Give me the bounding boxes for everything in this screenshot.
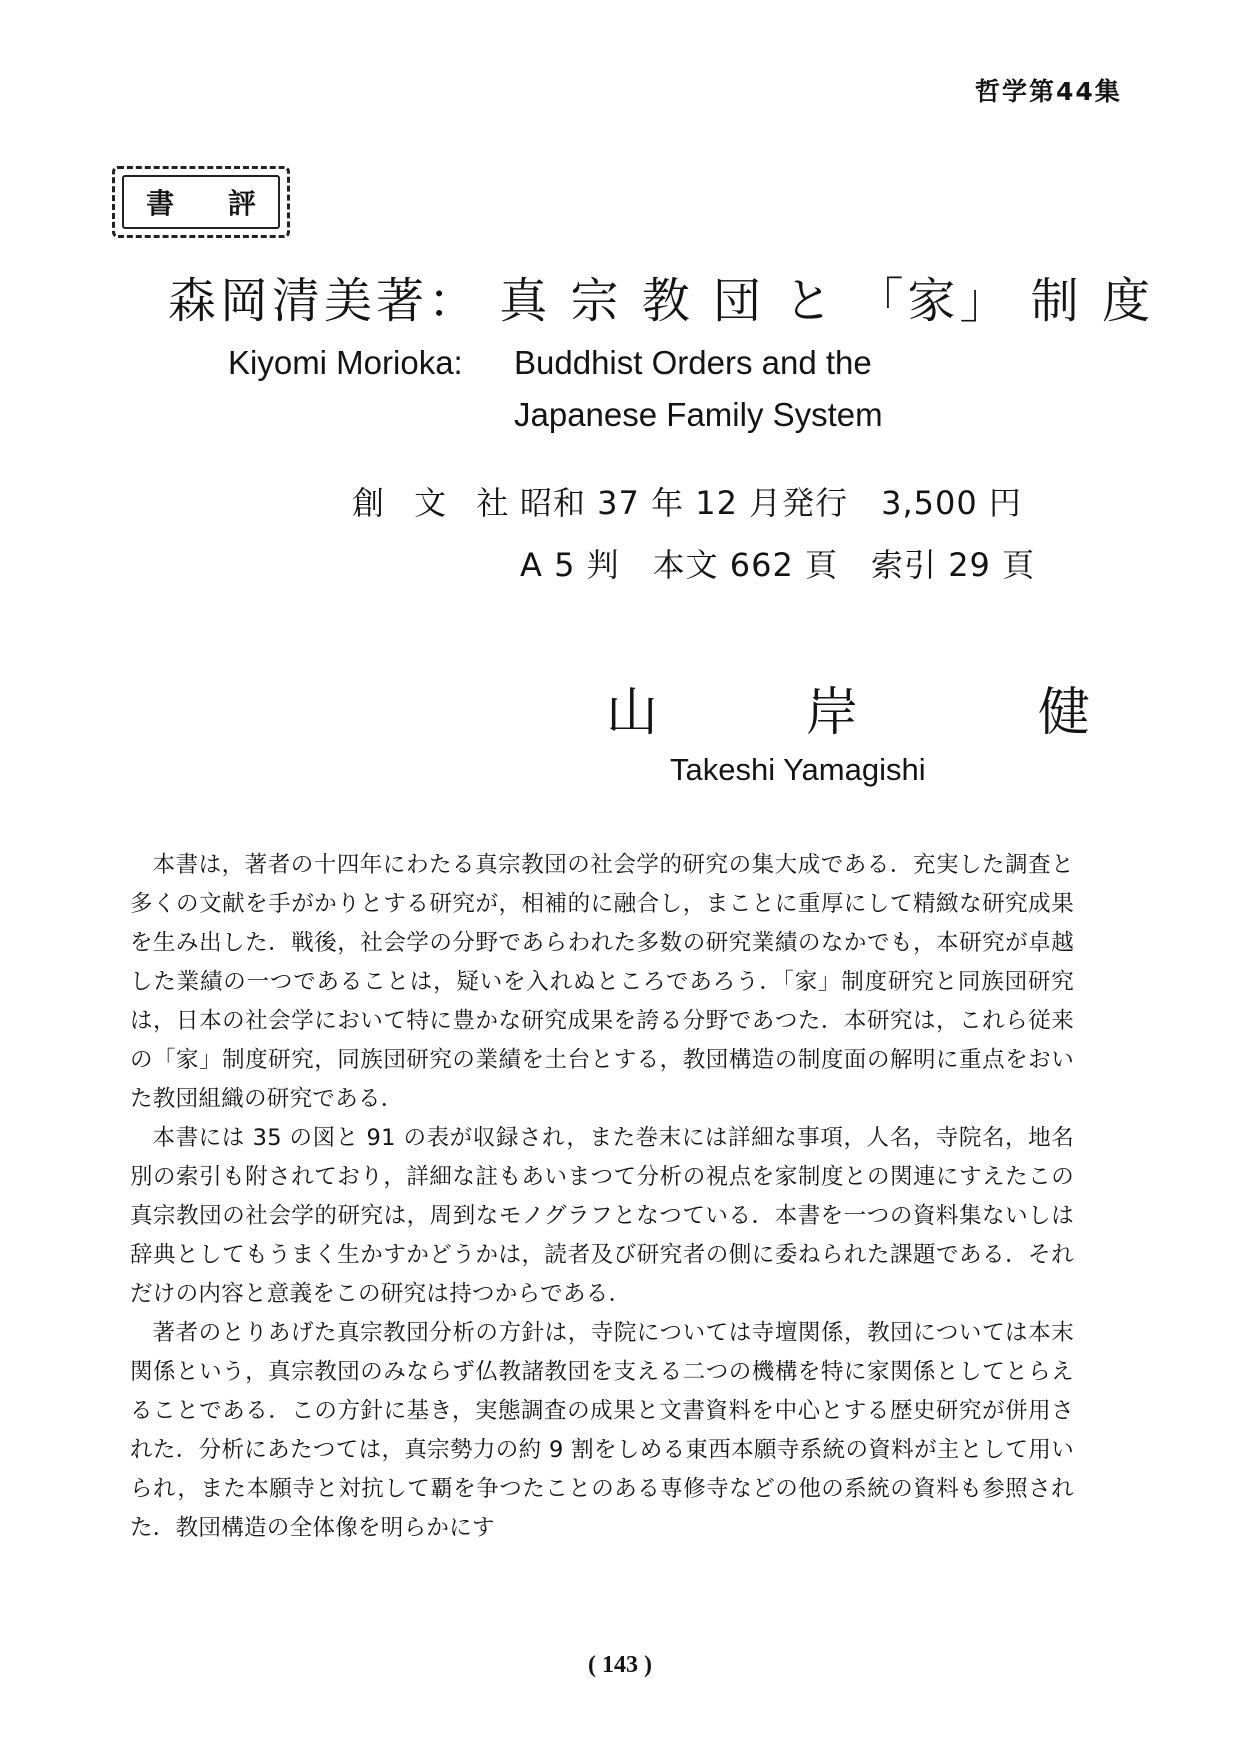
review-body — [130, 846, 1074, 1548]
book-format: A 5 判 本文 662 頁 索引 29 頁 — [520, 546, 1036, 584]
publisher: 創 文 社 — [352, 484, 519, 522]
book-title-japanese: 森岡清美著： 真 宗 教 団 と 「家」 制 度 — [168, 273, 1155, 329]
book-title-english-line1: Buddhist Orders and the — [514, 344, 872, 381]
paragraph: 本書は，著者の十四年にわたる真宗教団の社会学的研究の集大成である．充実した調査と多くの文献を手がかりとする研究が，相補的に融合し，まことに重厚にして精緻な研究成果を生み出した．戦後，社会学の分野であらわれた多数の研究業績のなかでも，本研究が卓越した業績の一つであることは，疑いを入れぬところであろう．「家」制度研究と同族団研究は，日本の社会学において特に豊かな研究成果を誇る分野であつた．本研究は，これら従来の「家」制度研究，同族団研究の業績を土台とする，教団構造の制度面の解明に重点をおいた教団組織の研究である． — [130, 852, 1074, 1112]
section-label: 書 評 — [122, 175, 280, 229]
publication-info — [352, 478, 1022, 524]
journal-issue: 哲学第44集 — [975, 77, 1122, 106]
reviewer-given-name: 健 — [1038, 683, 1091, 743]
book-author-english: Kiyomi Morioka: — [228, 344, 463, 381]
reviewer-name-japanese — [606, 670, 1090, 745]
reviewer-family-name: 山 岸 — [606, 683, 907, 743]
paragraph: 本書には 35 の図と 91 の表が収録され，また巻末には詳細な事項，人名，寺院名，地名別の索引も附されており，詳細な註もあいまつて分析の視点を家制度との関連にすえたこの真宗教団の社会学的研究は，周到なモノグラフとなつている．本書を一つの資料集ないしは辞典としてもうまく生かすかどうかは，読者及び研究者の側に委ねられた課題である．それだけの内容と意義をこの研究は持つからである． — [130, 1125, 1074, 1307]
section-label-box — [112, 166, 290, 238]
publication-date-price: 昭和 37 年 12 月発行 3,500 円 — [520, 484, 1022, 522]
page-number: ( 143 ) — [588, 1652, 652, 1678]
book-title-english-line2: Japanese Family System — [514, 396, 883, 433]
reviewer-name-english: Takeshi Yamagishi — [670, 752, 926, 787]
paragraph: 著者のとりあげた真宗教団分析の方針は，寺院については寺壇関係，教団については本末関係という，真宗教団のみならず仏教諸教団を支える二つの機構を特に家関係としてとらえることである．この方針に基き，実態調査の成果と文書資料を中心とする歴史研究が併用された．分析にあたつては，真宗勢力の約 9 割をしめる東西本願寺系統の資料が主として用いられ，また本願寺と対抗して覇を争つたことのある専修寺などの他の系統の資料も参照された．教団構造の全体像を明らかにす — [130, 1320, 1074, 1541]
